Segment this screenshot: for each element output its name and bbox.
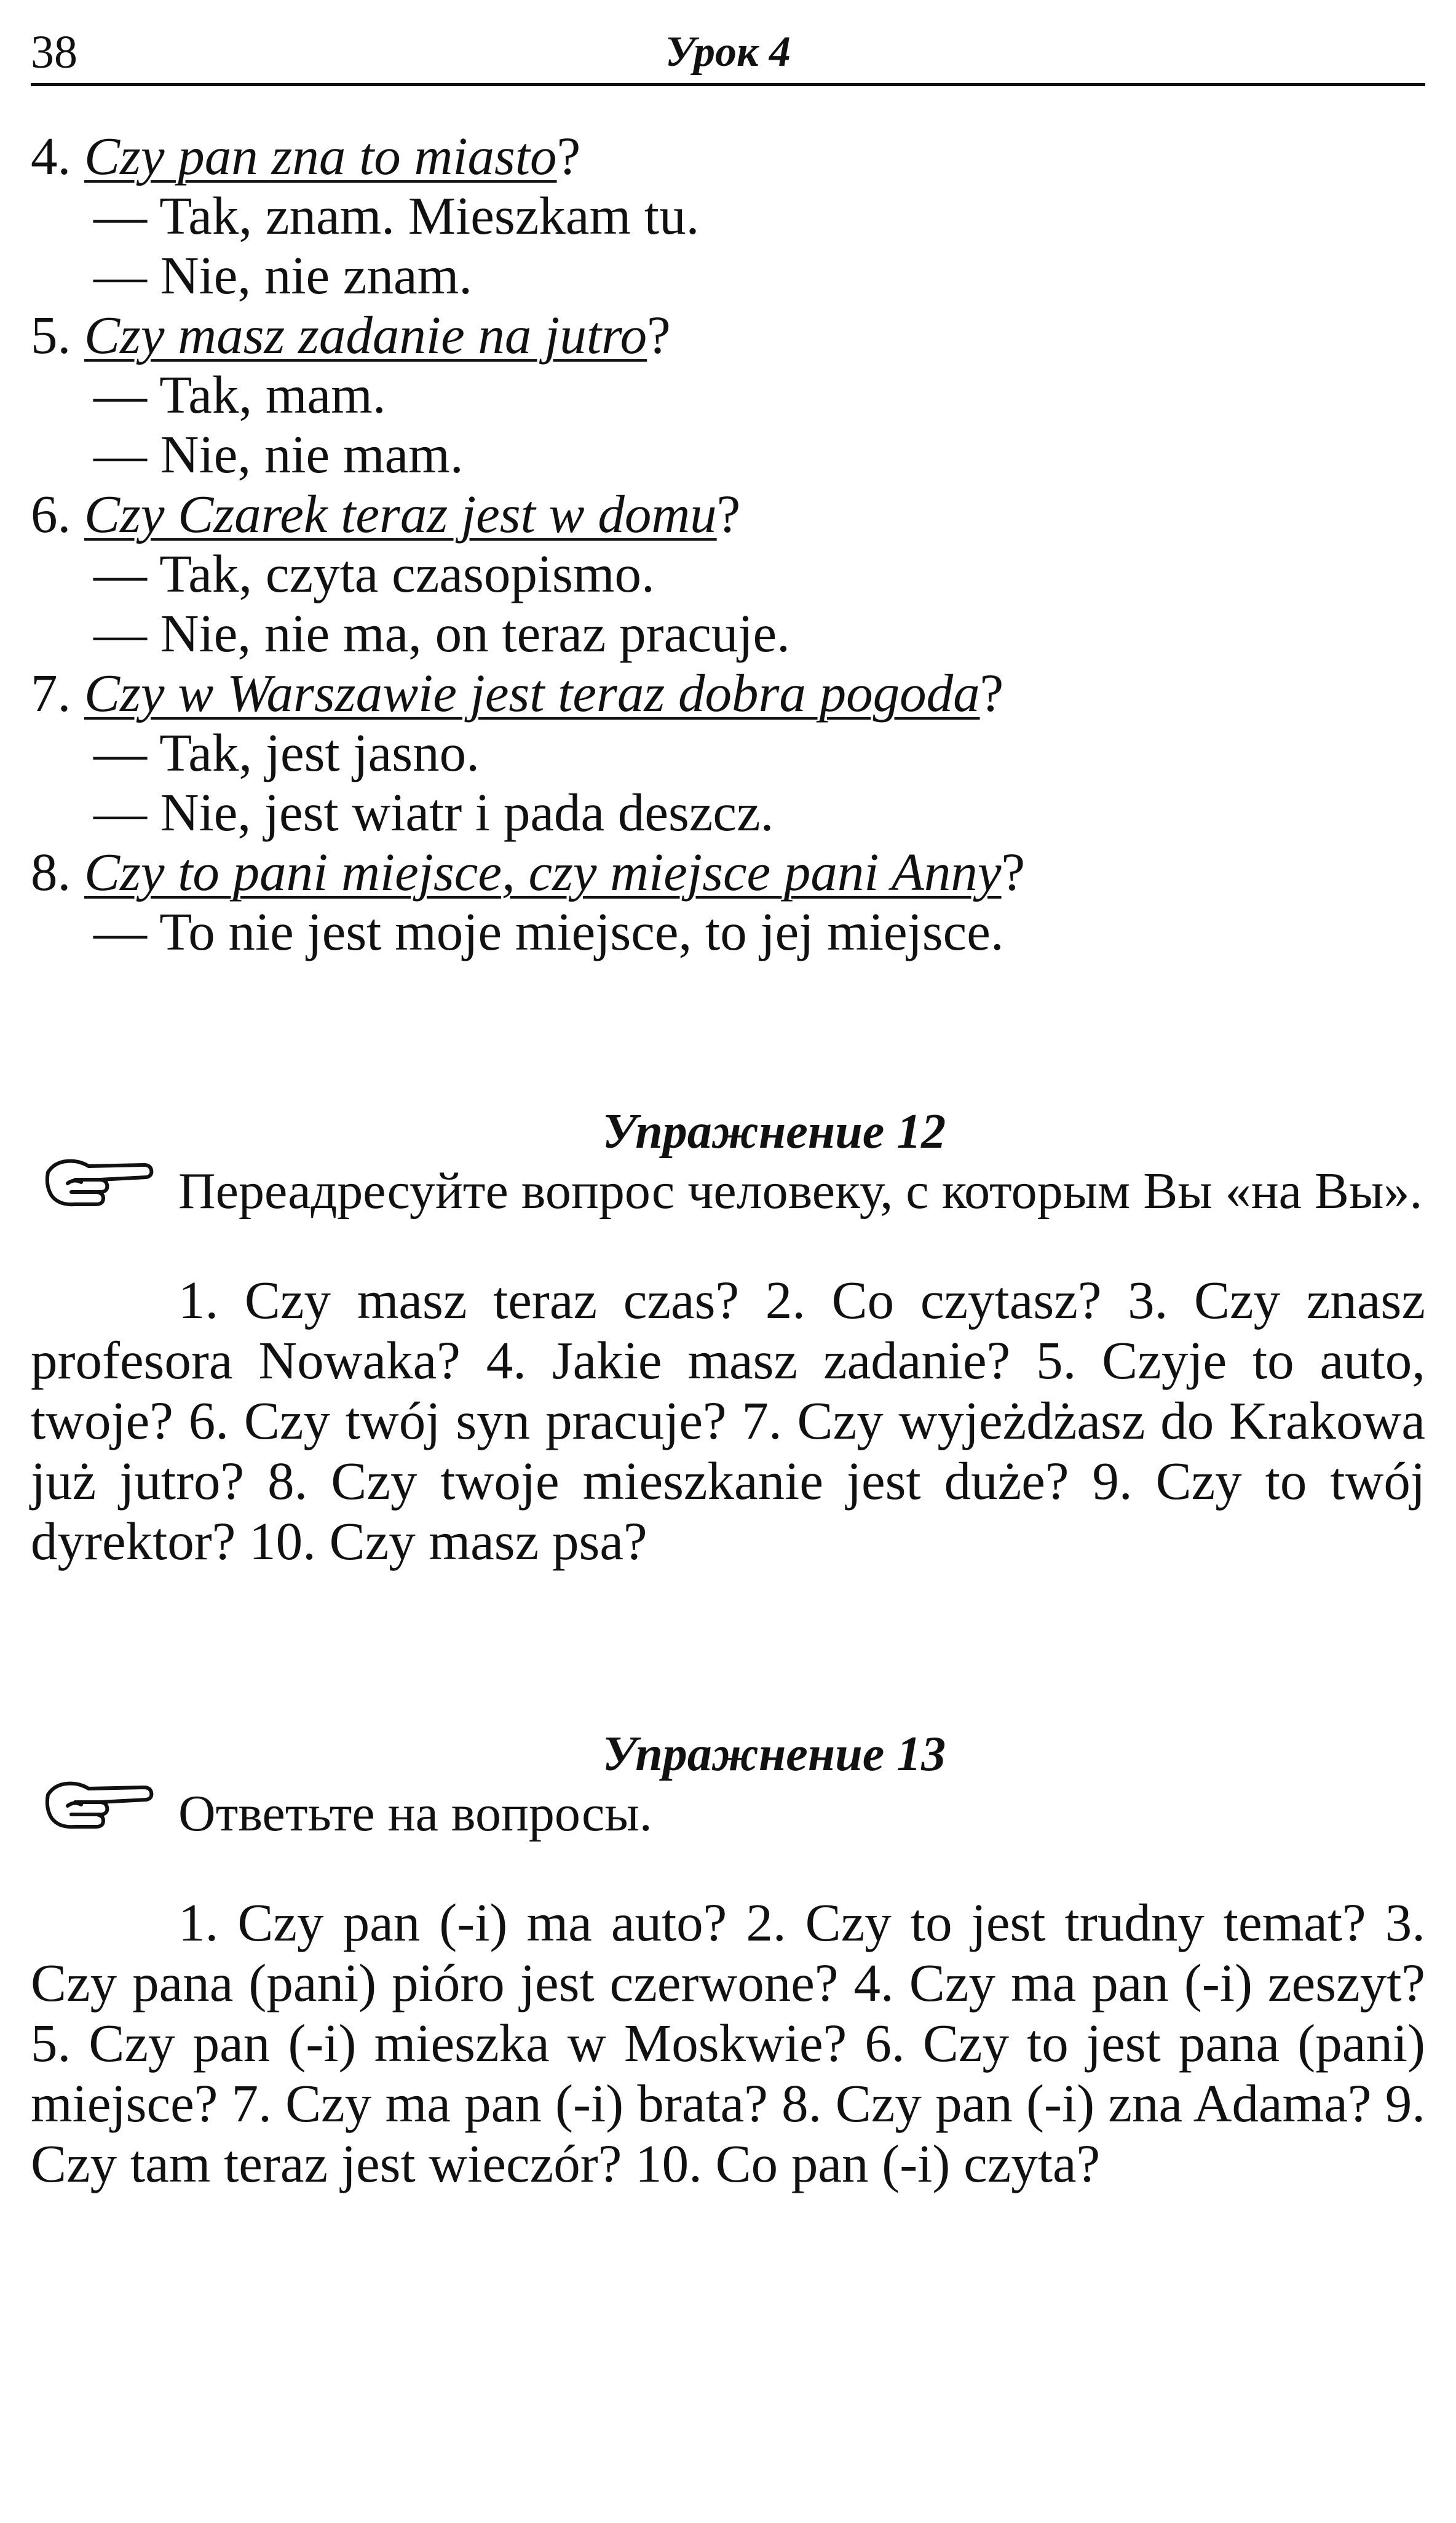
question-text: Czy to pani miejsce, czy miejsce pani Anny — [84, 842, 1002, 902]
question — [31, 842, 1425, 902]
question-text: Czy pan zna to miasto — [84, 126, 557, 186]
exercise-instruction-row — [31, 1161, 1425, 1221]
answer: — Nie, nie znam. — [93, 245, 473, 305]
question-number: 7. — [31, 663, 71, 723]
exercise-12 — [31, 1103, 1425, 1571]
answer: — Tak, znam. Mieszkam tu. — [93, 186, 700, 245]
exercise-body: 1. Czy pan (-i) ma auto? 2. Czy to jest trudny temat? 3. Czy pana (pani) pióro jest czerwone? 4. Czy ma pan (-i) zeszyt? 5. Czy pan (-i) mieszka w Moskwie? 6. Czy to jest pana (pani) miejsce? 7. Czy ma pan (-i) brata? 8. Czy pan (-i) zna Adama? 9. Czy tam teraz jest wieczór? 10. Co pan (-i) czyta? — [31, 1893, 1425, 2193]
question-mark: ? — [1001, 842, 1026, 902]
question-text: Czy masz zadanie na jutro — [84, 305, 647, 365]
qa-item-7 — [31, 663, 1425, 842]
exercise-instruction-row — [31, 1784, 1425, 1843]
question-number: 4. — [31, 126, 71, 186]
qa-item-8 — [31, 842, 1425, 961]
question-mark: ? — [647, 305, 671, 365]
question-number: 6. — [31, 484, 71, 544]
page-header — [31, 25, 1425, 86]
answer: — Tak, mam. — [93, 365, 386, 424]
exercise-title: Упражнение 13 — [602, 1727, 946, 1781]
answer: — Tak, czyta czasopismo. — [93, 544, 655, 603]
exercise-13 — [31, 1725, 1425, 2194]
instruction-text: Переадресуйте вопрос человеку, с которым Вы «на Вы». — [178, 1162, 1423, 1220]
question-text: Czy Czarek teraz jest w domu — [84, 484, 717, 544]
qa-item-6 — [31, 484, 1425, 663]
answer: — Nie, nie ma, on teraz pracuje. — [93, 603, 790, 663]
exercise-body: 1. Czy masz teraz czas? 2. Co czytasz? 3. Czy znasz profesora Nowaka? 4. Jakie masz zadanie? 5. Czyje to auto, twoje? 6. Czy twój syn pracuje? 7. Czy wyjeżdżasz do Krakowa już jutro? 8. Czy twoje mieszkanie jest duże? 9. Czy to twój dyrektor? 10. Czy masz psa? — [31, 1270, 1425, 1571]
question-mark: ? — [716, 484, 741, 544]
instruction-text: Ответьте на вопросы. — [178, 1785, 652, 1842]
answer: — Nie, nie mam. — [93, 424, 464, 484]
running-title: Урок 4 — [665, 28, 791, 76]
question-mark: ? — [556, 126, 581, 186]
pointing-hand-icon — [43, 1155, 154, 1210]
answer: — Tak, jest jasno. — [93, 723, 480, 782]
pointing-hand-icon — [43, 1778, 154, 1833]
question-number: 8. — [31, 842, 71, 902]
question-mark: ? — [979, 663, 1004, 723]
answer: — To nie jest moje miejsce, to jej miejsce. — [93, 902, 1004, 961]
question — [31, 126, 1425, 186]
question-text: Czy w Warszawie jest teraz dobra pogoda — [84, 663, 980, 723]
answer: — Nie, jest wiatr i pada deszcz. — [93, 782, 774, 842]
question — [31, 305, 1425, 365]
question — [31, 484, 1425, 544]
qa-list — [31, 126, 1425, 961]
question-number: 5. — [31, 305, 71, 365]
exercise-title: Упражнение 12 — [602, 1105, 946, 1159]
qa-item-5 — [31, 305, 1425, 484]
qa-item-4 — [31, 126, 1425, 305]
book-page — [31, 25, 1425, 2194]
page-number: 38 — [31, 26, 77, 78]
question — [31, 663, 1425, 723]
